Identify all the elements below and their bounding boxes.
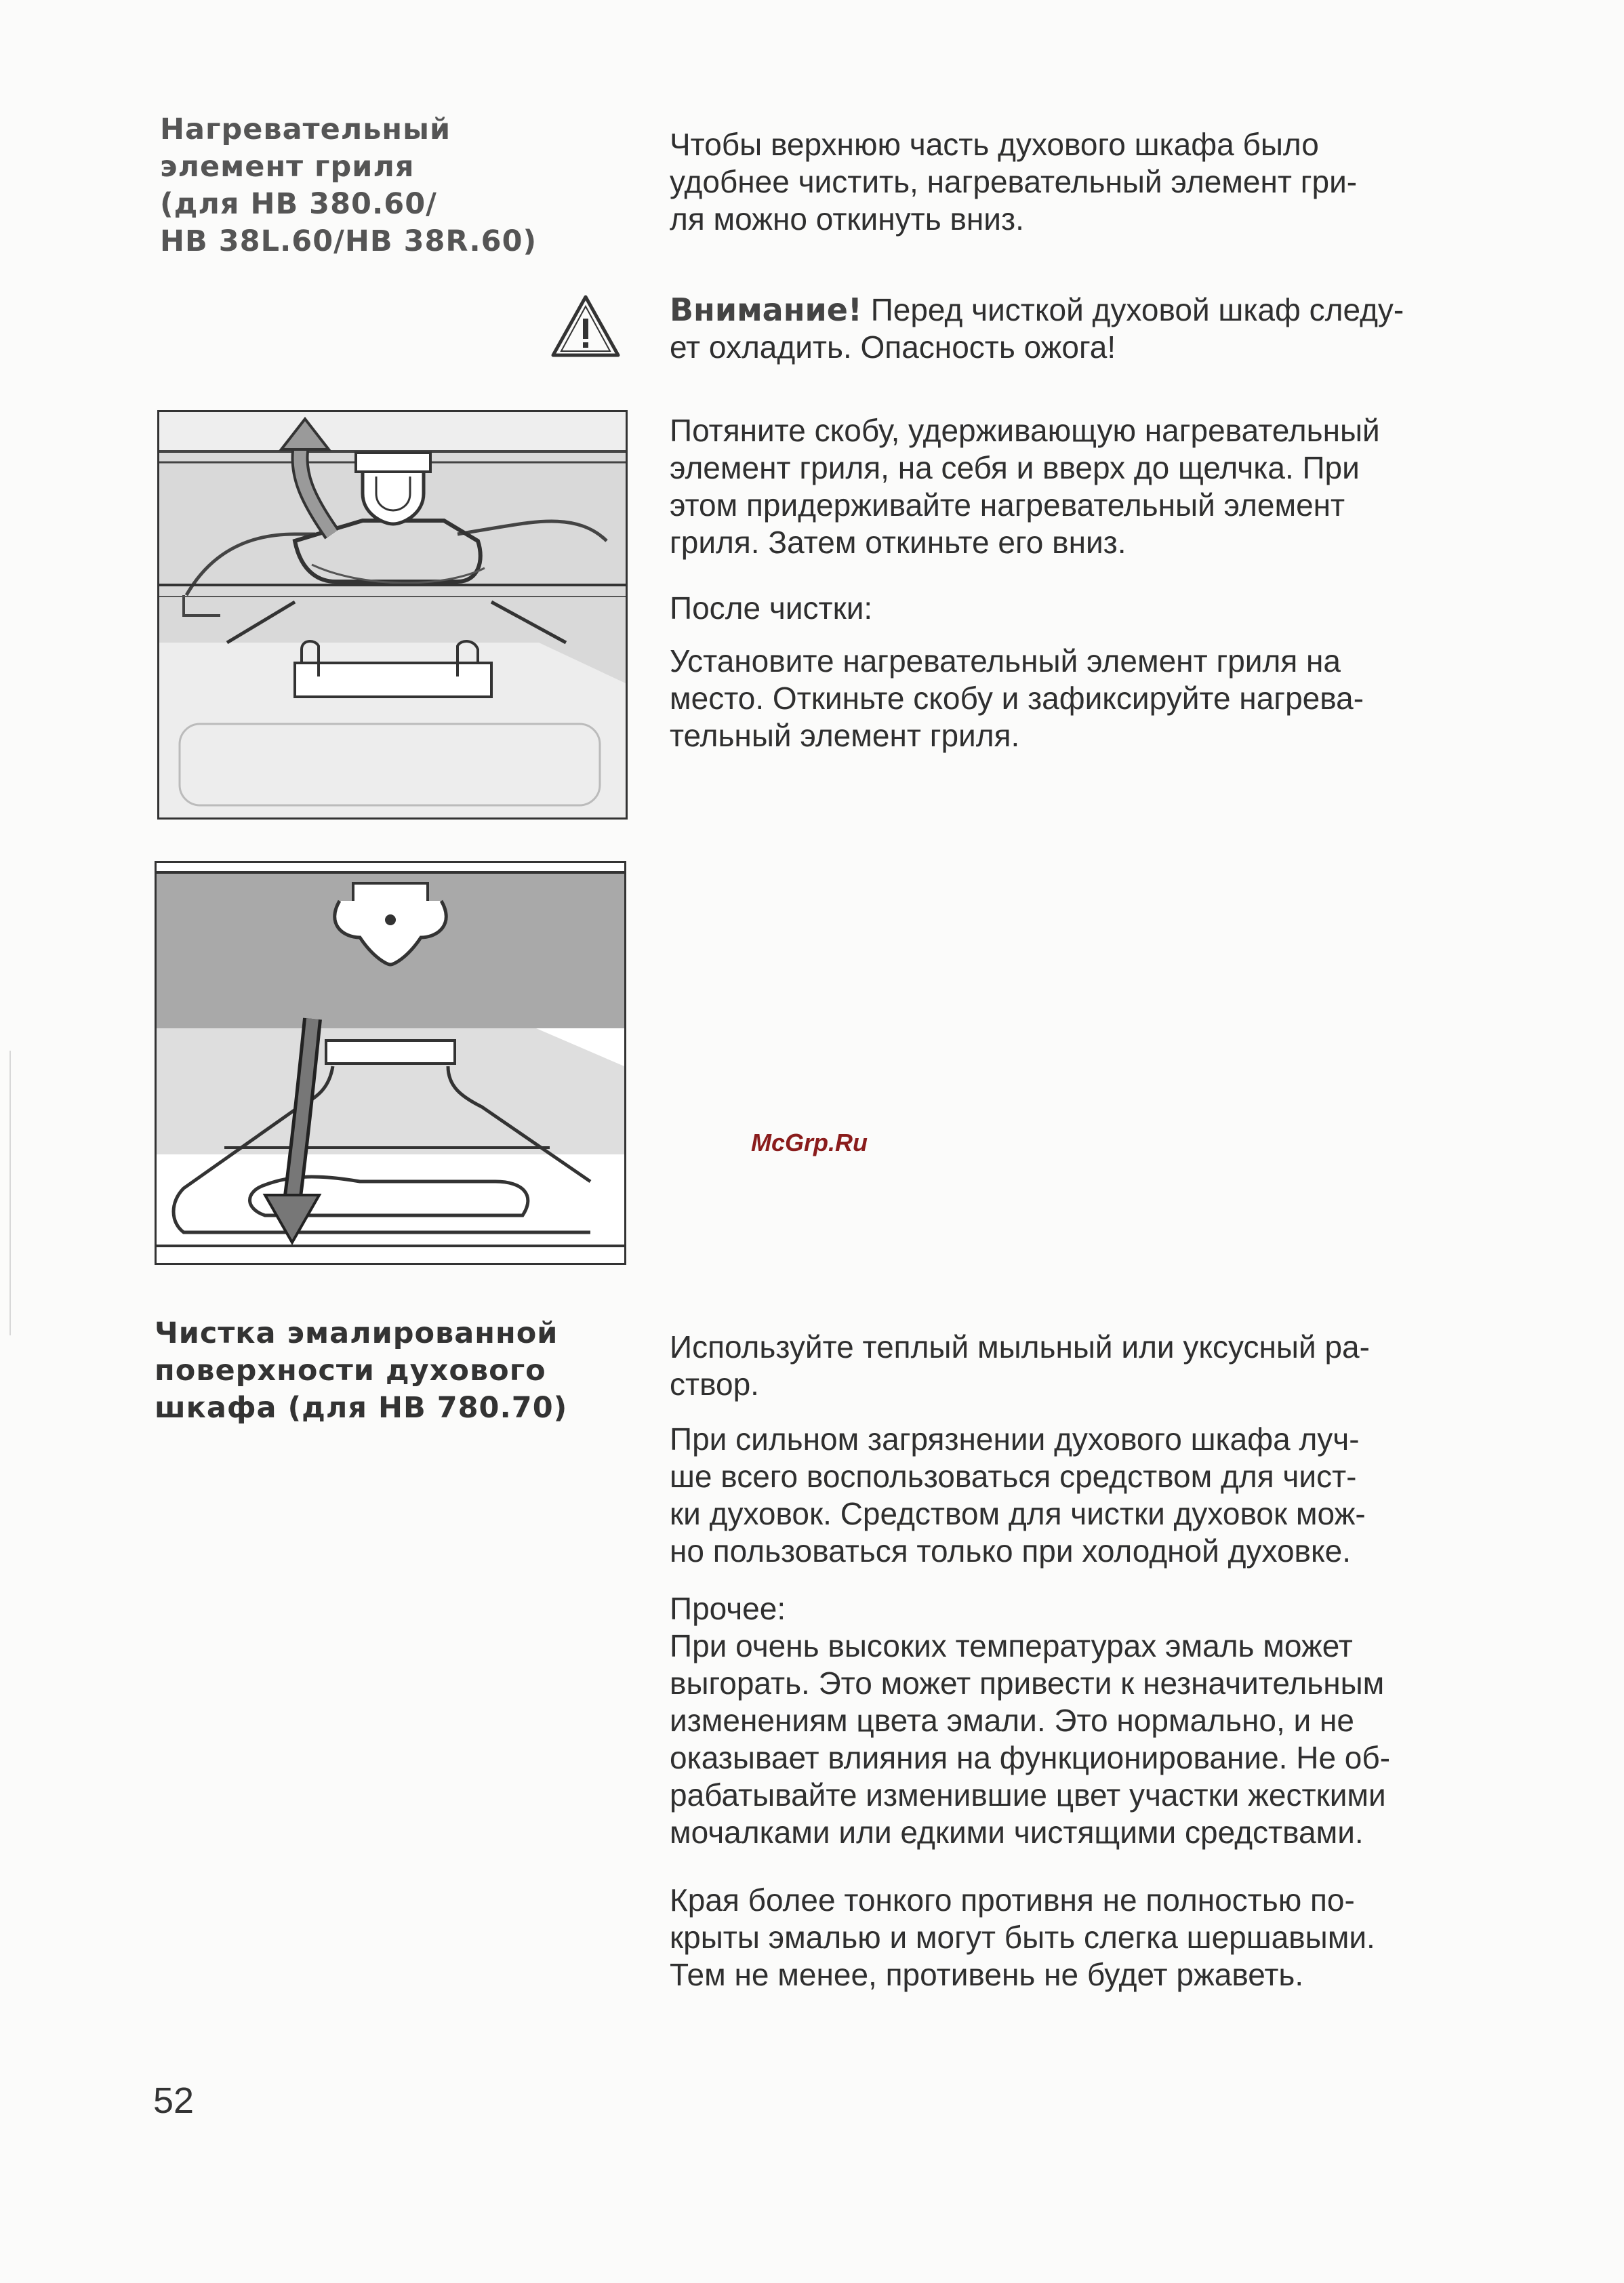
intro-paragraph xyxy=(670,126,1357,238)
heading-line: (для HB 380.60/ xyxy=(160,187,437,221)
text-line: крыты эмалью и могут быть слегка шершавыми. xyxy=(670,1920,1375,1955)
text-line: Прочее: xyxy=(670,1591,786,1626)
text-line: При очень высоких температурах эмаль может xyxy=(670,1628,1353,1663)
text-line: тельный элемент гриля. xyxy=(670,718,1020,753)
text-line: ше всего воспользоваться средством для чист- xyxy=(670,1459,1357,1494)
heading-line: элемент гриля xyxy=(160,150,415,184)
text-line: Используйте теплый мыльный или уксусный ра- xyxy=(670,1329,1370,1365)
text-line: оказывает влияния на функционирование. Не об- xyxy=(670,1740,1391,1775)
page-number: 52 xyxy=(153,2080,195,2121)
text-line: Края более тонкого противня не полностью по- xyxy=(670,1882,1355,1918)
watermark: McGrp.Ru xyxy=(751,1129,868,1156)
scan-margin-line xyxy=(9,1051,11,1335)
illustration-grill-pull-up xyxy=(157,410,628,820)
text-line: ля можно откинуть вниз. xyxy=(670,201,1024,237)
after-cleaning-paragraph xyxy=(670,643,1364,754)
heading-line: шкафа (для HB 780.70) xyxy=(155,1391,568,1425)
text-line: рабатывайте изменившие цвет участки жесткими xyxy=(670,1777,1386,1813)
enamel-paragraph-1 xyxy=(670,1329,1370,1403)
heading-line: поверхности духового xyxy=(155,1354,546,1388)
enamel-paragraph-3 xyxy=(670,1628,1390,1851)
text-line: При сильном загрязнении духового шкафа луч- xyxy=(670,1421,1360,1457)
section-heading-grill-element xyxy=(160,111,537,260)
text-line: гриля. Затем откиньте его вниз. xyxy=(670,525,1126,560)
text-line: но пользоваться только при холодной духовке. xyxy=(670,1533,1351,1569)
text-line: место. Откиньте скобу и зафиксируйте нагрева- xyxy=(670,681,1364,716)
section-heading-enamel-cleaning xyxy=(155,1315,567,1427)
text-line: створ. xyxy=(670,1367,759,1402)
text-line: Тем не менее, противень не будет ржаветь. xyxy=(670,1957,1304,1992)
text-line: мочалками или едкими чистящими средствами. xyxy=(670,1815,1364,1850)
text-line: Чтобы верхнюю часть духового шкафа было xyxy=(670,127,1319,162)
illustration-grill-fold-down xyxy=(155,861,626,1265)
text-line: Потяните скобу, удерживающую нагревательный xyxy=(670,413,1380,448)
text-line xyxy=(670,291,1404,329)
grill-fold-down-drawing xyxy=(157,863,624,1263)
enamel-paragraph-4 xyxy=(670,1882,1375,1994)
text-line: удобнее чистить, нагревательный элемент гри- xyxy=(670,164,1358,199)
text-line: изменениям цвета эмали. Это нормально, и не xyxy=(670,1703,1354,1738)
heading-line: HB 38L.60/HB 38R.60) xyxy=(160,224,537,258)
text-line: После чистки: xyxy=(670,590,873,626)
warning-triangle-icon xyxy=(549,293,622,361)
step-paragraph xyxy=(670,412,1380,561)
text-line: этом придерживайте нагревательный элемент xyxy=(670,487,1345,523)
other-label xyxy=(670,1590,786,1628)
text-line: выгорать. Это может привести к незначительным xyxy=(670,1665,1385,1701)
text-line: ет охладить. Опасность ожога! xyxy=(670,329,1116,365)
warning-paragraph xyxy=(670,291,1404,366)
text-line: Установите нагревательный элемент гриля на xyxy=(670,643,1341,679)
text-line: элемент гриля, на себя и вверх до щелчка. При xyxy=(670,450,1360,485)
heading-line: Чистка эмалированной xyxy=(155,1316,559,1350)
warning-label: Внимание! xyxy=(670,291,862,328)
after-cleaning-label xyxy=(670,590,872,627)
grill-pull-up-drawing xyxy=(159,412,626,817)
warning-text: Перед чисткой духовой шкаф следу- xyxy=(870,292,1404,327)
enamel-paragraph-2 xyxy=(670,1421,1366,1570)
text-line: ки духовок. Средством для чистки духовок мож- xyxy=(670,1496,1366,1531)
heading-line: Нагревательный xyxy=(160,113,451,146)
